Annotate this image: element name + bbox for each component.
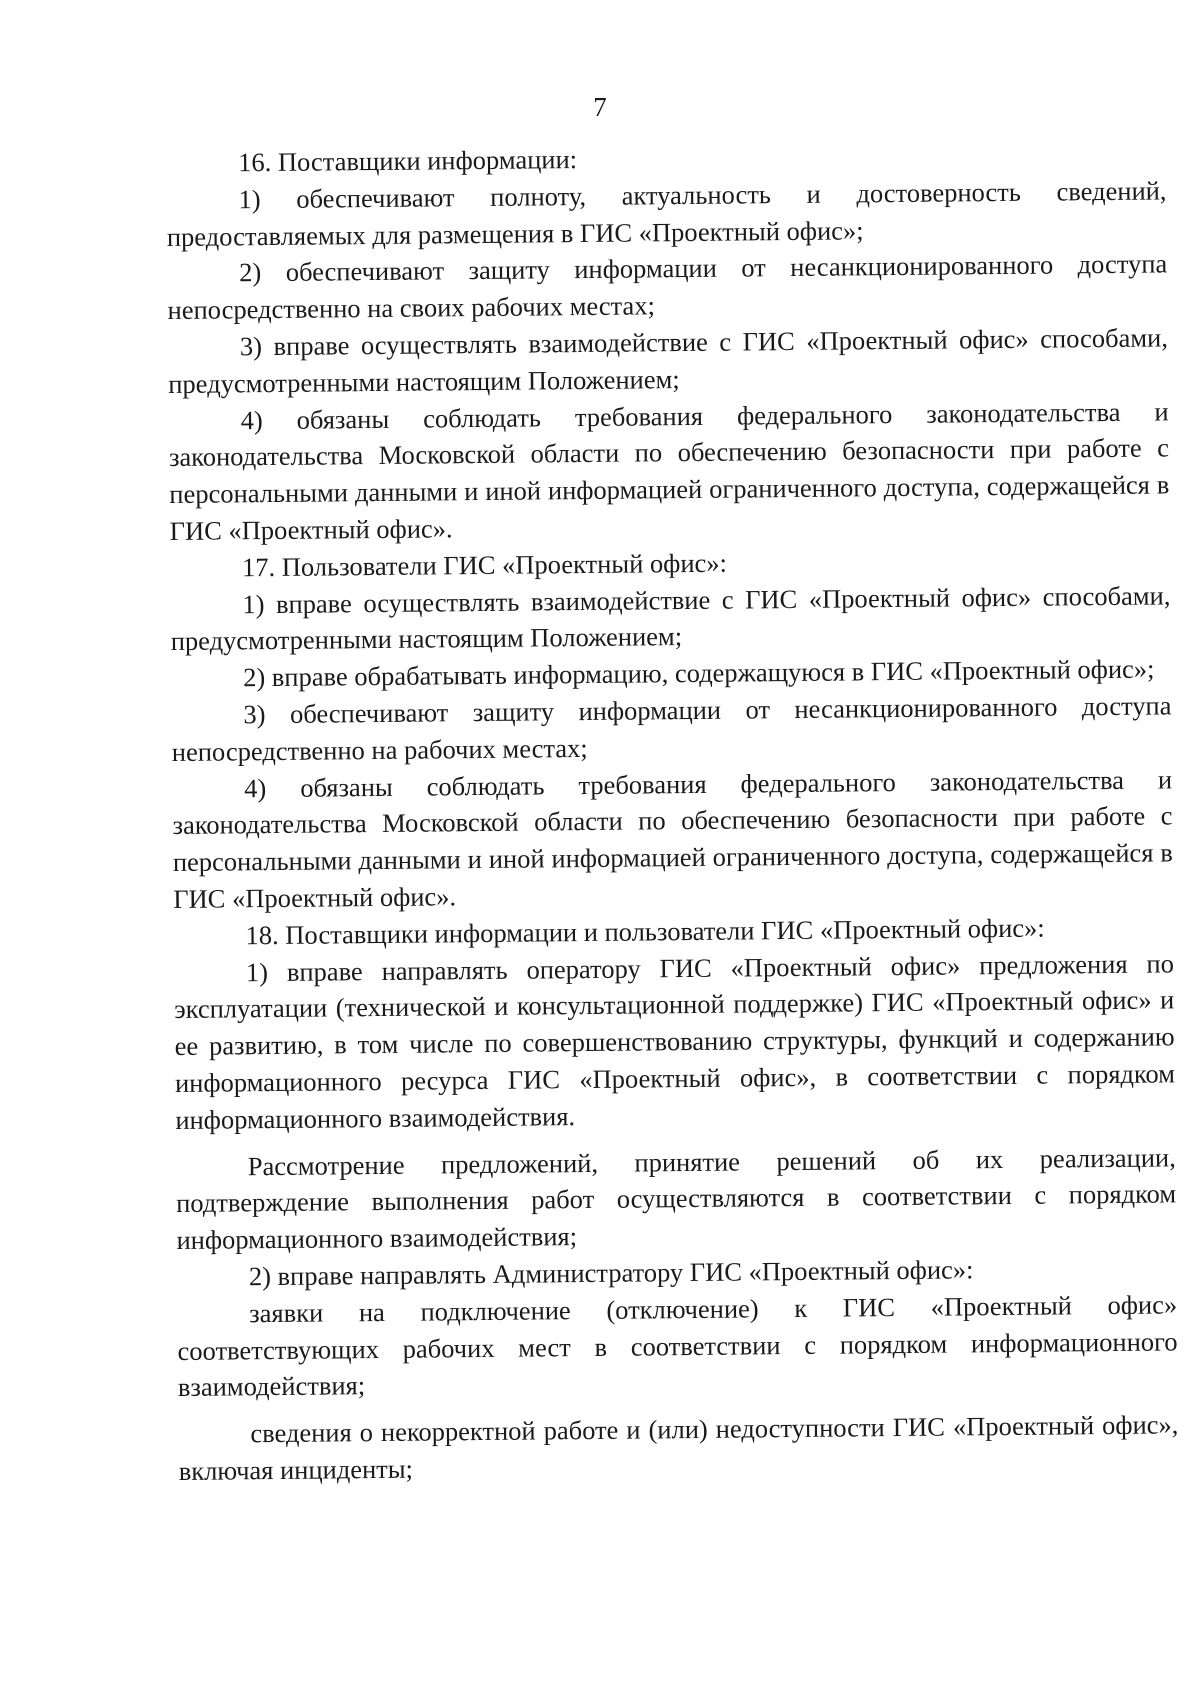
paragraph-item-16-2: 2) обеспечивают защиту информации от несанкционированного доступа непосредственно на своих рабочих местах; <box>167 248 1168 326</box>
page-number: 7 <box>593 92 607 122</box>
paragraph-item-16-heading: 16. Поставщики информации: <box>238 144 578 178</box>
paragraph-connection-requests: заявки на подключение (отключение) к ГИС «Проектный офис» соответствующих рабочих мест в соответствии с порядком информационного взаимодействия; <box>177 1289 1178 1403</box>
paragraph-item-17-2: 2) вправе обрабатывать информацию, содержащуюся в ГИС «Проектный офис»; <box>242 653 1155 693</box>
paragraph-item-17-heading: 17. Пользователи ГИС «Проектный офис»: <box>241 547 728 583</box>
paragraph-incident-reports: сведения о некорректной работе и (или) недоступности ГИС «Проектный офис», включая инциденты; <box>178 1409 1179 1486</box>
paragraph-item-16-3: 3) вправе осуществлять взаимодействие с ГИС «Проектный офис» способами, предусмотренными настоящим Положением; <box>168 322 1169 399</box>
paragraph-item-18-2: 2) вправе направлять Администратору ГИС «Проектный офис»: <box>248 1254 974 1292</box>
paragraph-item-17-4: 4) обязаны соблюдать требования федерального законодательства и законодательства Московской области по обеспечению безопасности при работе с персональными данными и иной информацией ограниченного доступа, содержащейся в ГИС «Проектный офис». <box>172 763 1173 914</box>
paragraph-item-17-3: 3) обеспечивают защиту информации от несанкционированного доступа непосредственно на рабочих местах; <box>171 690 1172 767</box>
paragraph-item-18-1: 1) вправе направлять оператору ГИС «Проектный офис» предложения по эксплуатации (технической и консультационной поддержке) ГИС «Проектный офис» и ее развитию, в том числе по совершенствованию структуры, функций и содержанию информационного ресурса ГИС «Проектный офис», в соответствии с порядком информационного взаимодействия. <box>174 947 1176 1135</box>
document-body <box>166 135 1179 1489</box>
paragraph-proposals-review: Рассмотрение предложений, принятие решений об их реализации, подтверждение выполнения работ осуществляются в соответствии с порядком информационного взаимодействия; <box>176 1141 1177 1256</box>
paragraph-item-17-1: 1) вправе осуществлять взаимодействие с ГИС «Проектный офис» способами, предусмотренными настоящим Положением; <box>170 579 1171 657</box>
paragraph-item-16-1: 1) обеспечивают полноту, актуальность и достоверность сведений, предоставляемых для размещения в ГИС «Проектный офис»; <box>166 175 1167 252</box>
paragraph-item-18-heading: 18. Поставщики информации и пользователи ГИС «Проектный офис»: <box>245 912 1045 951</box>
paragraph-item-16-4: 4) обязаны соблюдать требования федерального законодательства и законодательства Московской области по обеспечению безопасности при работе с персональными данными и иной информацией ограниченного доступа, содержащейся в ГИС «Проектный офис». <box>168 395 1170 546</box>
